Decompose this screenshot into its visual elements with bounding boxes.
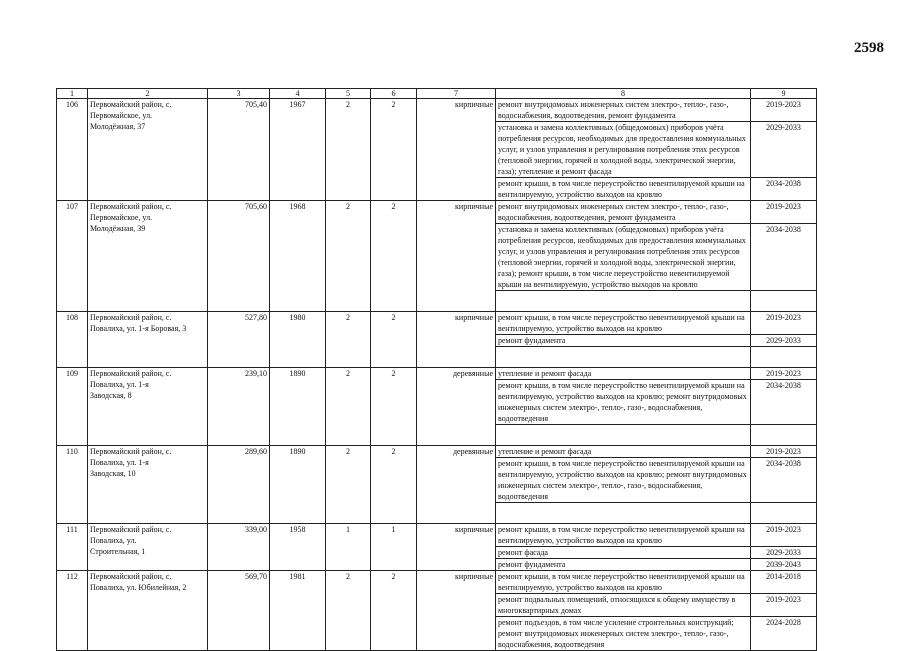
- column-header: 6: [371, 89, 417, 99]
- repair-period-cell: 2014-2018: [751, 571, 817, 594]
- empty-cell: [496, 503, 751, 524]
- row-number: 111: [57, 524, 88, 571]
- wall-material-cell: кирпичные: [417, 524, 496, 571]
- empty-cell: [496, 347, 751, 368]
- work-description-cell: ремонт внутридомовых инженерных систем электро-, тепло-, газо-, водоснабжения, водоотведения, ремонт фундамента: [496, 99, 751, 122]
- table-row: [57, 99, 817, 122]
- work-description-cell: утепление и ремонт фасада: [496, 368, 751, 380]
- row-number: 109: [57, 368, 88, 446]
- column-header: 2: [88, 89, 208, 99]
- wall-material-cell: кирпичные: [417, 99, 496, 201]
- floors-cell: 2: [326, 201, 371, 312]
- work-description-cell: установка и замена коллективных (общедомовых) приборов учёта потребления ресурсов, необходимых для предоставления коммунальных услуг, и узлов управления и регулирования потребления этих ресурсов (тепловой энергии, горячей и холодной воды, электрической энергии, газа); ремонт крыши, в том числе переустройство невентилируемой крыши на вентилируемую, устройство выходов на кровлю: [496, 224, 751, 291]
- work-description-cell: ремонт крыши, в том числе переустройство невентилируемой крыши на вентилируемую, устройство выходов на кровлю; ремонт внутридомовых инженерных систем электро-, тепло-, газо-, водоснабжения, водоотведения: [496, 380, 751, 425]
- table-row: [57, 571, 817, 594]
- address-line: Повалиха, ул. 1-я: [90, 458, 149, 467]
- row-number: 106: [57, 99, 88, 201]
- floors-cell: 1: [326, 524, 371, 571]
- work-description-cell: ремонт крыши, в том числе переустройство невентилируемой крыши на вентилируемую, устройство выходов на кровлю: [496, 312, 751, 335]
- address-cell: [88, 524, 208, 571]
- floors-cell: 2: [326, 446, 371, 524]
- floors-cell: 2: [326, 368, 371, 446]
- work-description-cell: ремонт фундамента: [496, 559, 751, 571]
- work-description-cell: ремонт крыши, в том числе переустройство невентилируемой крыши на вентилируемую, устройство выходов на кровлю; ремонт внутридомовых инженерных систем электро-, тепло-, газо-, водоснабжения, водоотведения: [496, 458, 751, 503]
- work-description-cell: ремонт фасада: [496, 547, 751, 559]
- address-line: Первомайский район, с.: [90, 100, 172, 109]
- repair-period-cell: 2019-2023: [751, 201, 817, 224]
- area-cell: 705,40: [208, 99, 270, 201]
- repair-period-cell: 2019-2023: [751, 99, 817, 122]
- header-row: [57, 89, 817, 99]
- repair-period-cell: 2019-2023: [751, 446, 817, 458]
- repair-period-cell: 2019-2023: [751, 312, 817, 335]
- address-line: Первомайское, ул.: [90, 111, 153, 120]
- repair-period-cell: 2034-2038: [751, 380, 817, 425]
- year-cell: 1981: [270, 571, 326, 651]
- entrances-cell: 2: [371, 201, 417, 312]
- wall-material-cell: деревянные: [417, 368, 496, 446]
- table-row: [57, 446, 817, 458]
- work-description-cell: ремонт крыши, в том числе переустройство невентилируемой крыши на вентилируемую, устройство выходов на кровлю: [496, 571, 751, 594]
- repair-period-cell: 2019-2023: [751, 594, 817, 617]
- empty-cell: [496, 291, 751, 312]
- year-cell: 1890: [270, 446, 326, 524]
- column-header: 5: [326, 89, 371, 99]
- entrances-cell: 2: [371, 446, 417, 524]
- work-description-cell: ремонт крыши, в том числе переустройство невентилируемой крыши на вентилируемую, устройство выходов на кровлю: [496, 178, 751, 201]
- area-cell: 239,10: [208, 368, 270, 446]
- floors-cell: 2: [326, 312, 371, 368]
- year-cell: 1958: [270, 524, 326, 571]
- address-cell: [88, 99, 208, 201]
- row-number: 107: [57, 201, 88, 312]
- wall-material-cell: кирпичные: [417, 201, 496, 312]
- address-cell: [88, 201, 208, 312]
- repair-period-cell: 2034-2038: [751, 458, 817, 503]
- repair-period-cell: 2029-2033: [751, 547, 817, 559]
- work-description-cell: утепление и ремонт фасада: [496, 446, 751, 458]
- address-line: Первомайский район, с.: [90, 313, 172, 322]
- empty-cell: [751, 503, 817, 524]
- year-cell: 1967: [270, 99, 326, 201]
- column-header: 7: [417, 89, 496, 99]
- empty-cell: [751, 291, 817, 312]
- address-line: Первомайский район, с.: [90, 369, 172, 378]
- address-line: Первомайское, ул.: [90, 213, 153, 222]
- table-row: [57, 312, 817, 335]
- address-cell: [88, 571, 208, 651]
- repair-period-cell: 2034-2038: [751, 178, 817, 201]
- work-description-cell: ремонт крыши, в том числе переустройство невентилируемой крыши на вентилируемую, устройство выходов на кровлю: [496, 524, 751, 547]
- repair-period-cell: 2029-2033: [751, 122, 817, 178]
- address-line: Первомайский район, с.: [90, 572, 172, 581]
- page-number: 2598: [854, 40, 884, 56]
- address-cell: [88, 312, 208, 368]
- work-description-cell: ремонт фундамента: [496, 335, 751, 347]
- work-description-cell: установка и замена коллективных (общедомовых) приборов учёта потребления ресурсов, необходимых для предоставления коммунальных услуг, и узлов управления и регулирования потребления этих ресурсов (тепловой энергии, горячей и холодной воды, электрической энергии, газа); утепление и ремонт фасада: [496, 122, 751, 178]
- entrances-cell: 2: [371, 99, 417, 201]
- address-cell: [88, 368, 208, 446]
- table-row: [57, 524, 817, 547]
- entrances-cell: 1: [371, 524, 417, 571]
- address-line: Заводская, 10: [90, 469, 136, 478]
- column-header: 1: [57, 89, 88, 99]
- address-line: Повалиха, ул. 1-я Боровая, 3: [90, 324, 187, 333]
- repair-period-cell: 2039-2043: [751, 559, 817, 571]
- year-cell: 1980: [270, 312, 326, 368]
- entrances-cell: 2: [371, 571, 417, 651]
- repair-period-cell: 2024-2028: [751, 617, 817, 651]
- column-header: 4: [270, 89, 326, 99]
- address-line: Молодёжная, 37: [90, 122, 146, 131]
- entrances-cell: 2: [371, 312, 417, 368]
- floors-cell: 2: [326, 571, 371, 651]
- work-description-cell: ремонт подъездов, в том числе усиление строительных конструкций; ремонт внутридомовых инженерных систем электро-, тепло-, газо-, водоснабжения, водоотведения: [496, 617, 751, 651]
- address-line: Первомайский район, с.: [90, 447, 172, 456]
- wall-material-cell: кирпичные: [417, 571, 496, 651]
- address-cell: [88, 446, 208, 524]
- floors-cell: 2: [326, 99, 371, 201]
- address-line: Молодёжная, 39: [90, 224, 146, 233]
- address-line: Первомайский район, с.: [90, 525, 172, 534]
- empty-cell: [751, 425, 817, 446]
- row-number: 108: [57, 312, 88, 368]
- address-line: Повалиха, ул. 1-я: [90, 380, 149, 389]
- area-cell: 289,60: [208, 446, 270, 524]
- repair-period-cell: 2019-2023: [751, 524, 817, 547]
- repair-period-cell: 2019-2023: [751, 368, 817, 380]
- address-line: Строительная, 1: [90, 547, 146, 556]
- entrances-cell: 2: [371, 368, 417, 446]
- repair-period-cell: 2029-2033: [751, 335, 817, 347]
- column-header: 3: [208, 89, 270, 99]
- column-header: 8: [496, 89, 751, 99]
- area-cell: 569,70: [208, 571, 270, 651]
- area-cell: 527,80: [208, 312, 270, 368]
- area-cell: 339,00: [208, 524, 270, 571]
- address-line: Повалиха, ул.: [90, 536, 137, 545]
- repair-period-cell: 2034-2038: [751, 224, 817, 291]
- column-header: 9: [751, 89, 817, 99]
- table-row: [57, 368, 817, 380]
- row-number: 112: [57, 571, 88, 651]
- wall-material-cell: деревянные: [417, 446, 496, 524]
- address-line: Повалиха, ул. Юбилейная, 2: [90, 583, 187, 592]
- work-description-cell: ремонт подвальных помещений, относящихся к общему имуществу в многоквартирных домах: [496, 594, 751, 617]
- capital-repair-table: [56, 88, 817, 651]
- address-line: Первомайский район, с.: [90, 202, 172, 211]
- empty-cell: [496, 425, 751, 446]
- area-cell: 705,60: [208, 201, 270, 312]
- year-cell: 1890: [270, 368, 326, 446]
- row-number: 110: [57, 446, 88, 524]
- address-line: Заводская, 8: [90, 391, 132, 400]
- year-cell: 1968: [270, 201, 326, 312]
- wall-material-cell: кирпичные: [417, 312, 496, 368]
- table-row: [57, 201, 817, 224]
- empty-cell: [751, 347, 817, 368]
- work-description-cell: ремонт внутридомовых инженерных систем электро-, тепло-, газо-, водоснабжения, водоотведения, ремонт фундамента: [496, 201, 751, 224]
